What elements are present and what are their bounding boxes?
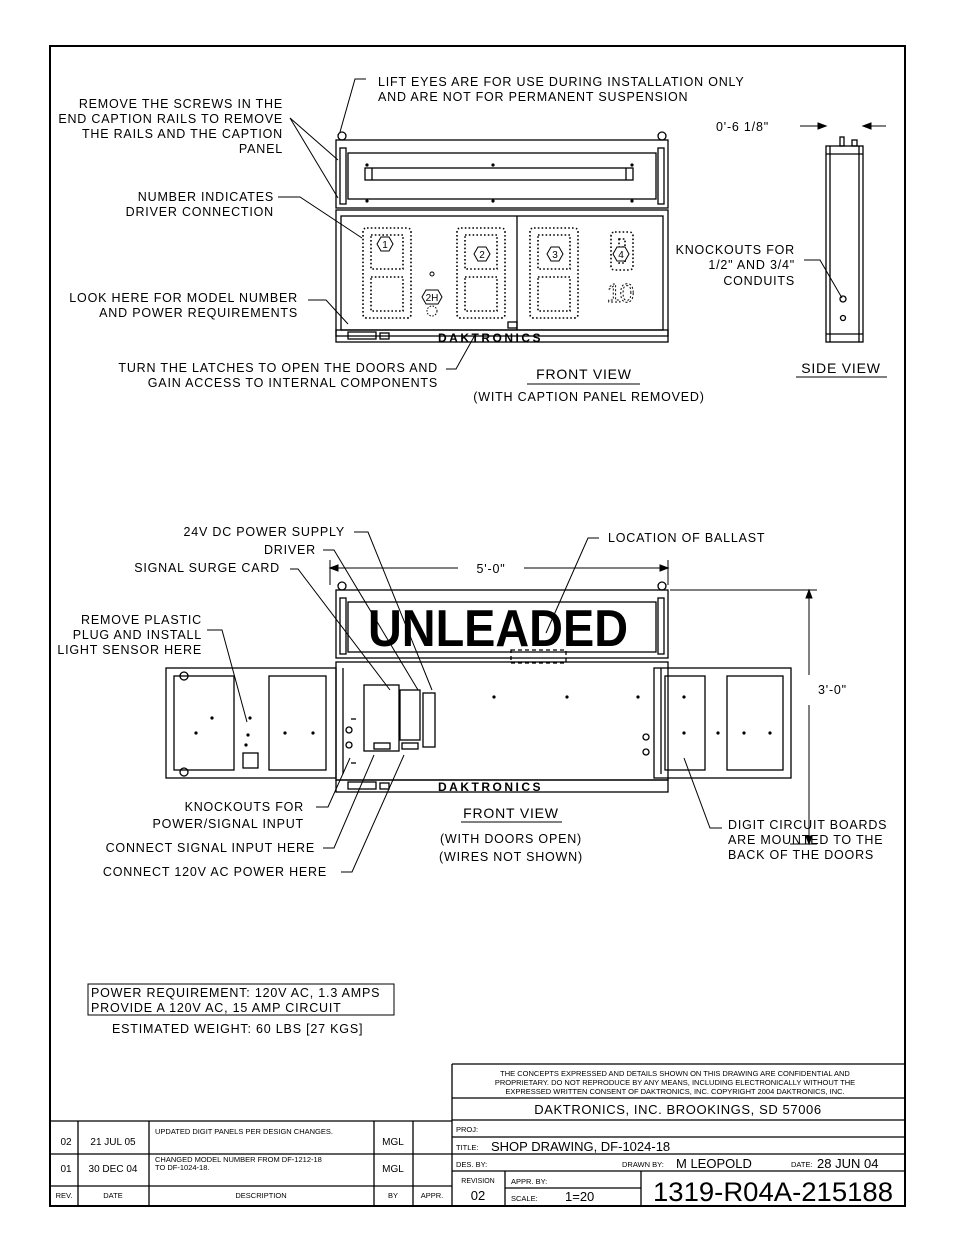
date-value: 28 JUN 04 (817, 1156, 879, 1171)
front-view-title-bottom: FRONT VIEW (463, 805, 559, 821)
mounting-screw (311, 731, 314, 734)
mounting-screw (682, 731, 685, 734)
caption-panel-frame (348, 153, 656, 199)
side-cabinet (826, 146, 863, 342)
driver-board (400, 690, 420, 740)
knockouts-conduits-2: 1/2" AND 3/4" (708, 258, 795, 272)
digit-boards-1: DIGIT CIRCUIT BOARDS (728, 818, 888, 832)
digit-boards-2: ARE MOUNTED TO THE (728, 833, 884, 847)
mounting-screw (682, 695, 685, 698)
revision-table (56, 1127, 444, 1200)
mounting-screw (630, 163, 633, 166)
left-door (166, 668, 336, 778)
confidential-1: THE CONCEPTS EXPRESSED AND DETAILS SHOWN ON THIS DRAWING ARE CONFIDENTIAL AND (500, 1069, 850, 1078)
revision-value: 02 (470, 1188, 486, 1203)
digit-3-outline (530, 228, 578, 318)
estimated-weight: ESTIMATED WEIGHT: 60 LBS [27 KGS] (112, 1022, 364, 1036)
front-view-title-top: FRONT VIEW (536, 366, 632, 382)
power-requirement-1: POWER REQUIREMENT: 120V AC, 1.3 AMPS (91, 986, 381, 1000)
tenths-digit-0: 0 (619, 278, 635, 308)
appr-label: APPR. BY: (511, 1177, 548, 1186)
rev-02-rev: 02 (60, 1137, 72, 1148)
knockouts-power-1: KNOCKOUTS FOR (184, 800, 304, 814)
top-front-annotations (278, 79, 887, 384)
digit-2-outline (457, 228, 505, 318)
scale-value: 1=20 (565, 1189, 595, 1204)
driver-labels (377, 237, 629, 304)
turn-latches-2: GAIN ACCESS TO INTERNAL COMPONENTS (147, 376, 438, 390)
mounting-screw (492, 695, 495, 698)
des-label: DES. BY: (456, 1160, 488, 1169)
scale-label: SCALE: (511, 1194, 538, 1203)
remove-screws-note-2: END CAPTION RAILS TO REMOVE (58, 112, 283, 126)
brand-bottom: DAKTRONICS (438, 780, 543, 794)
mounting-screw (716, 731, 719, 734)
rev-02-by: MGL (382, 1137, 404, 1148)
driver-label-2h: 2H (425, 293, 439, 304)
knockouts-power-2: POWER/SIGNAL INPUT (152, 817, 304, 831)
drawn-label: DRAWN BY: (622, 1160, 664, 1169)
mounting-screw (283, 731, 286, 734)
number-indicates-2: DRIVER CONNECTION (125, 205, 274, 219)
power-requirement-2: PROVIDE A 120V AC, 15 AMP CIRCUIT (91, 1001, 342, 1015)
rev-header-rev: REV. (55, 1191, 73, 1200)
rev-header-date: DATE (103, 1191, 123, 1200)
power-supply (364, 685, 399, 751)
signal-surge-label: SIGNAL SURGE CARD (134, 561, 280, 575)
title-label: TITLE: (456, 1143, 479, 1152)
caption-rail-right (658, 148, 664, 204)
side-view-title: SIDE VIEW (801, 360, 881, 376)
mounting-screw (194, 731, 197, 734)
knockouts-conduits-3: CONDUITS (723, 274, 795, 288)
mounting-screw (365, 199, 368, 202)
rev-01-desc-1: CHANGED MODEL NUMBER FROM DF-1212-18 (155, 1155, 322, 1164)
rev-header-desc: DESCRIPTION (235, 1191, 287, 1200)
knockouts-conduits-1: KNOCKOUTS FOR (675, 243, 795, 257)
mounting-screw (210, 716, 213, 719)
mounting-screw (742, 731, 745, 734)
mounting-screw (636, 695, 639, 698)
drawn-value: M LEOPOLD (676, 1156, 752, 1171)
connect-signal: CONNECT SIGNAL INPUT HERE (105, 841, 315, 855)
date-label: DATE: (791, 1160, 813, 1169)
top-notes (58, 75, 880, 404)
caption-rail-left (340, 148, 346, 204)
mounting-screw (491, 199, 494, 202)
proj-label: PROJ: (456, 1125, 479, 1134)
side-view (826, 137, 863, 342)
mounting-screw (630, 199, 633, 202)
front-view-sub-top: (WITH CAPTION PANEL REMOVED) (473, 390, 705, 404)
mounting-screw (365, 163, 368, 166)
mounting-screw (565, 695, 568, 698)
mounting-screw (246, 733, 249, 736)
rev-02-date: 21 JUL 05 (90, 1137, 136, 1148)
driver-label-2: 2 (479, 250, 485, 261)
title-value: SHOP DRAWING, DF-1024-18 (491, 1139, 671, 1154)
mounting-screw (244, 743, 247, 746)
company: DAKTRONICS, INC. BROOKINGS, SD 57006 (534, 1102, 822, 1117)
look-here-1: LOOK HERE FOR MODEL NUMBER (69, 291, 298, 305)
signal-surge-card (423, 693, 435, 747)
caption-housing (336, 140, 668, 208)
rev-02-desc: UPDATED DIGIT PANELS PER DESIGN CHANGES. (155, 1127, 333, 1136)
rev-header-appr: APPR. (420, 1191, 444, 1200)
light-sensor-2: PLUG AND INSTALL (72, 628, 202, 642)
main-cabinet (336, 662, 668, 780)
front-view-sub-bottom-1: (WITH DOORS OPEN) (439, 832, 583, 846)
ballast-label: LOCATION OF BALLAST (608, 531, 766, 545)
power-supply-label: 24V DC POWER SUPPLY (183, 525, 345, 539)
driver-label: DRIVER (263, 543, 316, 557)
lift-eye-right (658, 132, 666, 140)
driver-label-4: 4 (618, 250, 624, 261)
rev-01-desc-2: TO DF-1024-18. (155, 1163, 210, 1172)
digit-cabinet (336, 210, 668, 336)
light-sensor-plate (243, 753, 258, 768)
remove-screws-note-3: THE RAILS AND THE CAPTION (81, 127, 283, 141)
front-view-sub-bottom-2: (WIRES NOT SHOWN) (439, 850, 583, 864)
mounting-screw (768, 731, 771, 734)
rev-01-by: MGL (382, 1164, 404, 1175)
brand-top: DAKTRONICS (438, 331, 543, 345)
caption-text-unleaded: UNLEADED (368, 600, 628, 658)
mounting-screw (491, 163, 494, 166)
drawing-number: 1319-R04A-215188 (653, 1177, 893, 1207)
driver-label-1: 1 (382, 240, 388, 251)
right-door (654, 668, 791, 778)
rev-header-by: BY (387, 1191, 399, 1200)
look-here-2: AND POWER REQUIREMENTS (99, 306, 298, 320)
turn-latches-1: TURN THE LATCHES TO OPEN THE DOORS AND (118, 361, 438, 375)
confidential-3: EXPRESSED WRITTEN CONSENT OF DAKTRONICS, INC. COPYRIGHT 2004 DAKTRONICS, INC. (505, 1087, 845, 1096)
seven-segment-digits (363, 228, 633, 318)
revision-label: REVISION (461, 1178, 495, 1185)
lift-eyes-note-2: AND ARE NOT FOR PERMANENT SUSPENSION (378, 90, 689, 104)
tenths-digit-1: 1 (606, 278, 622, 308)
connect-power: CONNECT 120V AC POWER HERE (102, 865, 327, 879)
light-sensor-1: REMOVE PLASTIC (81, 613, 202, 627)
height-dimension: 3'-0" (818, 683, 847, 697)
number-indicates-1: NUMBER INDICATES (137, 190, 274, 204)
width-dimension: 5'-0" (476, 562, 506, 576)
remove-screws-note-4: PANEL (238, 142, 283, 156)
light-sensor-3: LIGHT SENSOR HERE (57, 643, 202, 657)
knockout (840, 296, 846, 302)
bottom-notes (57, 525, 887, 879)
lift-eye-left (338, 132, 346, 140)
caption-ballast-tube (365, 168, 633, 180)
remove-screws-note-1: REMOVE THE SCREWS IN THE (78, 97, 283, 111)
confidential-2: PROPRIETARY. DO NOT REPRODUCE BY ANY MEANS, INCLUDING ELECTRONICALLY WITHOUT THE (494, 1078, 856, 1087)
digit-boards-3: BACK OF THE DOORS (728, 848, 875, 862)
lift-eyes-note-1: LIFT EYES ARE FOR USE DURING INSTALLATION ONLY (378, 75, 745, 89)
driver-label-3: 3 (552, 250, 558, 261)
rev-01-date: 30 DEC 04 (88, 1164, 138, 1175)
mounting-screw (248, 716, 251, 719)
rev-01-rev: 01 (60, 1164, 72, 1175)
side-dimension: 0'-6 1/8" (716, 120, 769, 134)
